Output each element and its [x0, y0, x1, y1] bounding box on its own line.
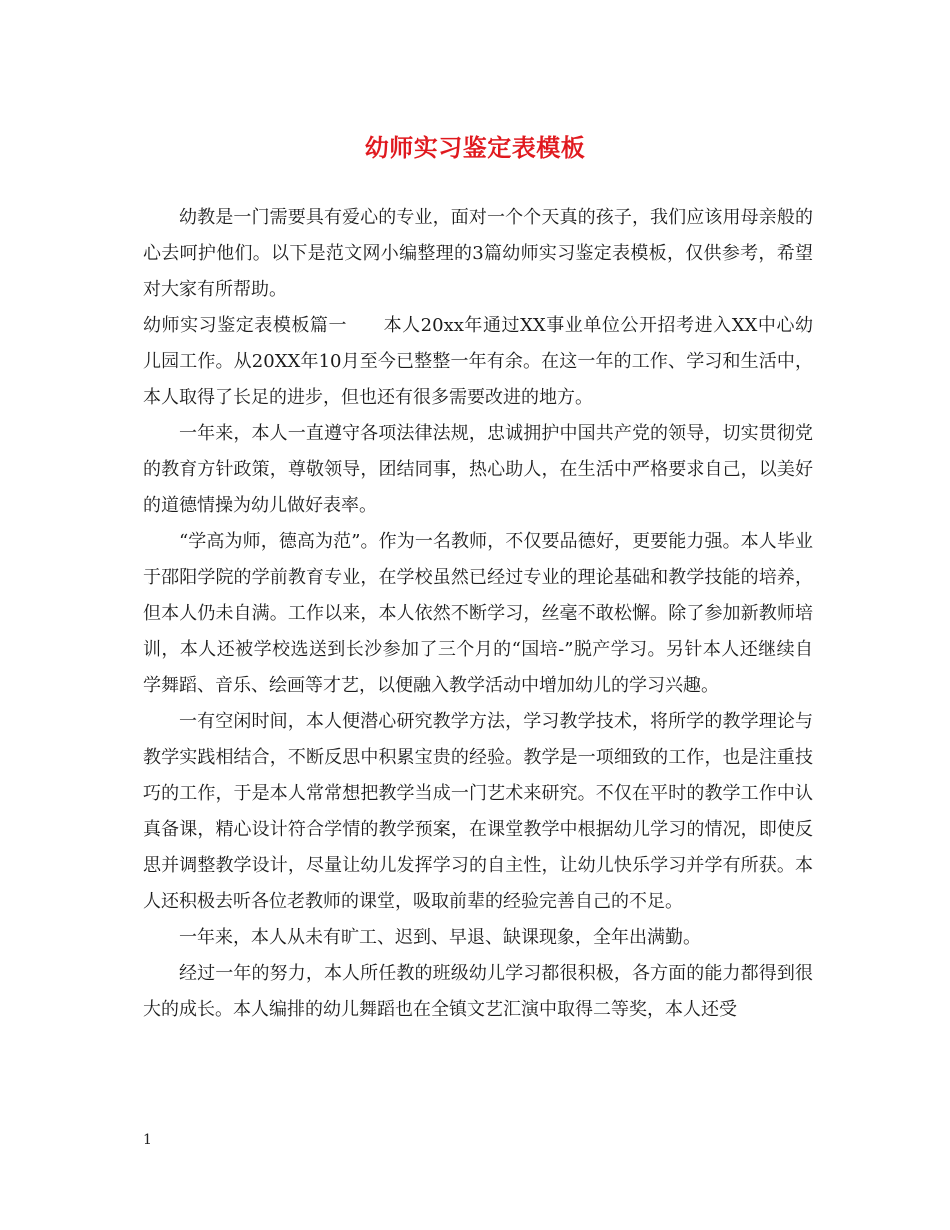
- section-label: 幼师实习鉴定表模板篇一: [143, 315, 348, 336]
- section-first-text: 本人20xx年通过XX事业单位公开招考进入XX中心幼儿园工作。从20XX年10月至今已整整一年有余。在这一年的工作、学习和生活中，本人取得了长足的进步，但也还有很多需要改进的地方。: [143, 315, 813, 408]
- body-paragraph-5: 经过一年的努力，本人所任教的班级幼儿学习都很积极，各方面的能力都得到很大的成长。本人编排的幼儿舞蹈也在全镇文艺汇演中取得二等奖，本人还受: [143, 963, 813, 1020]
- body-paragraph-1: 一年来，本人一直遵守各项法律法规，忠诚拥护中国共产党的领导，切实贯彻党的教育方针政策，尊敬领导，团结同事，热心助人，在生活中严格要求自己，以美好的道德情操为幼儿做好表率。: [143, 423, 813, 516]
- body-paragraph-4: 一年来，本人从未有旷工、迟到、早退、缺课现象，全年出满勤。: [179, 927, 701, 948]
- body-paragraph-2: “学高为师，德高为范”。作为一名教师，不仅要品德好，更要能力强。本人毕业于邵阳学院的学前教育专业，在学校虽然已经过专业的理论基础和教学技能的培养，但本人仍未自满。工作以来，本人依然不断学习，丝毫不敢松懈。除了参加新教师培训，本人还被学校选送到长沙参加了三个月的“国培-”脱产学习。另针本人还继续自学舞蹈、音乐、绘画等才艺，以便融入教学活动中增加幼儿的学习兴趣。: [143, 531, 813, 696]
- document-body: [143, 200, 813, 1028]
- body-paragraph-3: 一有空闲时间，本人便潜心研究教学方法，学习教学技术，将所学的教学理论与教学实践相结合，不断反思中积累宝贵的经验。教学是一项细致的工作，也是注重技巧的工作，于是本人常常想把教学当成一门艺术来研究。不仅在平时的教学工作中认真备课，精心设计符合学情的教学预案，在课堂教学中根据幼儿学习的情况，即使反思并调整教学设计，尽量让幼儿发挥学习的自主性，让幼儿快乐学习并学有所获。本人还积极去听各位老教师的课堂，吸取前辈的经验完善自己的不足。: [143, 711, 813, 912]
- section-paragraph: [143, 308, 813, 416]
- intro-paragraph: 幼教是一门需要具有爱心的专业，面对一个个天真的孩子，我们应该用母亲般的心去呵护他们。以下是范文网小编整理的3篇幼师实习鉴定表模板，仅供参考，希望对大家有所帮助。: [143, 207, 813, 300]
- page-number: 1: [143, 1132, 152, 1148]
- page-title: 幼师实习鉴定表模板: [364, 133, 586, 162]
